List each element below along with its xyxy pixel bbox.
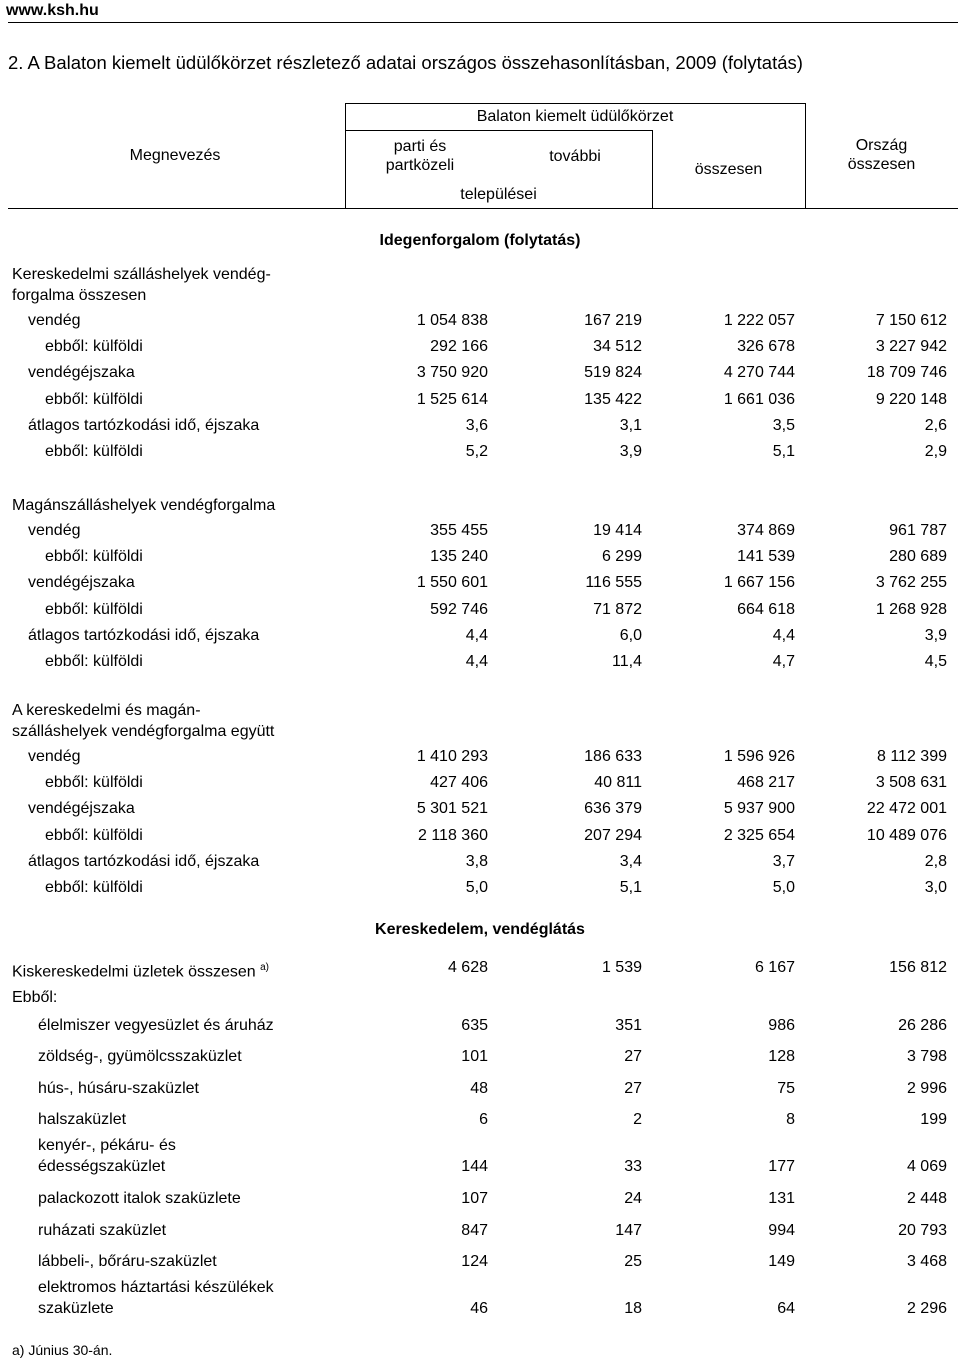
row-label: ebből: külföldi: [45, 826, 143, 844]
row-label: palackozott italok szaküzlete: [38, 1190, 241, 1207]
footnote: a) Június 30-án.: [12, 1342, 113, 1358]
row-label: ebből: külföldi: [45, 548, 143, 566]
table-row: [0, 1188, 960, 1210]
table-row: [0, 651, 960, 673]
cell-tovabbi: 1 539: [601, 959, 642, 976]
cell-parti: 3 750 920: [416, 364, 488, 382]
cell-parti: 46: [470, 1300, 488, 1317]
cell-parti: 1 054 838: [416, 312, 488, 329]
cell-orszag: 4 069: [906, 1158, 947, 1175]
cell-osszesen: 149: [768, 1253, 795, 1270]
site-url[interactable]: www.ksh.hu: [6, 2, 99, 19]
cell-tovabbi: 33: [624, 1158, 642, 1175]
cell-orszag: 2,8: [924, 852, 947, 870]
cell-orszag: 961 787: [889, 522, 947, 539]
cell-tovabbi: 135 422: [584, 390, 642, 408]
table-row: [0, 441, 960, 463]
table-row: [0, 772, 960, 794]
row-label: vendég: [28, 312, 81, 329]
header-parti-1: parti és: [393, 138, 447, 155]
row-label: halszaküzlet: [38, 1111, 127, 1128]
cell-tovabbi: 24: [624, 1190, 642, 1207]
section-idegenforgalom: Idegenforgalom (folytatás): [379, 232, 581, 249]
cell-tovabbi: 3,4: [619, 852, 642, 870]
table-row: [0, 310, 960, 332]
cell-orszag: 280 689: [889, 548, 947, 566]
row-label: vendégéjszaka: [28, 800, 135, 818]
cell-osszesen: 3,7: [772, 852, 795, 870]
table-row: [0, 415, 960, 437]
table-row: [0, 520, 960, 542]
row-label: Kiskereskedelmi üzletek összesen $^{a)}$: [12, 962, 270, 981]
cell-osszesen: 326 678: [737, 338, 795, 356]
cell-parti: 3,6: [465, 416, 488, 434]
cell-parti: 101: [461, 1048, 488, 1065]
cell-parti: 847: [461, 1222, 488, 1239]
cell-osszesen: 374 869: [737, 522, 795, 539]
cell-parti: 5,2: [465, 443, 488, 460]
cell-orszag: 2 996: [906, 1080, 947, 1097]
table-row: [0, 599, 960, 621]
cell-orszag: 10 489 076: [866, 826, 947, 844]
cell-osszesen: 664 618: [737, 600, 795, 618]
cell-tovabbi: 6 299: [601, 548, 642, 566]
row-label-line-1: kenyér-, pékáru- és: [38, 1137, 176, 1154]
cell-parti: 427 406: [430, 774, 488, 792]
row-label: ruházati szaküzlet: [38, 1222, 167, 1239]
cell-osszesen: 4,4: [772, 626, 795, 644]
cell-osszesen: 3,5: [772, 416, 795, 434]
cell-orszag: 3 468: [906, 1253, 947, 1270]
cell-tovabbi: 27: [624, 1048, 642, 1065]
cell-tovabbi: 147: [615, 1222, 642, 1239]
cell-orszag: 199: [920, 1111, 947, 1128]
cell-osszesen: 1 661 036: [723, 390, 795, 408]
table-row: [0, 825, 960, 847]
cell-parti: 292 166: [430, 338, 488, 356]
cell-tovabbi: 636 379: [584, 800, 642, 818]
header-tovabbi: további: [549, 148, 601, 165]
cell-orszag: 2 296: [906, 1300, 947, 1317]
cell-osszesen: 4,7: [772, 653, 795, 670]
cell-osszesen: 6 167: [754, 959, 795, 976]
cell-tovabbi: 186 633: [584, 748, 642, 765]
header-megnevezes: Megnevezés: [129, 147, 221, 164]
cell-parti: 4,4: [465, 626, 488, 644]
cell-parti: 6: [479, 1111, 488, 1128]
table-row: [0, 1078, 960, 1100]
cell-tovabbi: 116 555: [585, 574, 642, 592]
table-row: [0, 1279, 960, 1320]
cell-tovabbi: 11,4: [612, 653, 642, 670]
cell-osszesen: 1 667 156: [723, 574, 795, 592]
cell-tovabbi: 3,1: [619, 416, 642, 434]
section-kereskedelem: Kereskedelem, vendéglátás: [375, 921, 585, 938]
header-rule-top: [345, 103, 805, 104]
row-label: ebből: külföldi: [45, 653, 143, 670]
cell-orszag: 22 472 001: [866, 800, 947, 818]
row-label: lábbeli-, bőráru-szaküzlet: [38, 1253, 217, 1270]
cell-orszag: 1 268 928: [875, 600, 947, 618]
cell-osszesen: 75: [777, 1080, 795, 1097]
group-label-1a: Kereskedelmi szálláshelyek vendég-: [12, 266, 271, 283]
row-label: vendég: [28, 522, 81, 539]
cell-orszag: 18 709 746: [866, 364, 947, 382]
header-orszag-1: Ország: [855, 137, 908, 154]
row-label: zöldség-, gyümölcsszaküzlet: [38, 1048, 242, 1065]
cell-osszesen: 5 937 900: [723, 800, 795, 818]
header-balaton: Balaton kiemelt üdülőkörzet: [476, 108, 674, 125]
cell-osszesen: 994: [768, 1222, 795, 1239]
cell-orszag: 20 793: [898, 1222, 947, 1239]
cell-orszag: 8 112 399: [877, 748, 947, 765]
row-label: ebből: külföldi: [45, 600, 143, 618]
cell-tovabbi: 18: [624, 1300, 642, 1317]
cell-orszag: 3 508 631: [875, 774, 947, 792]
cell-parti: 107: [461, 1190, 488, 1207]
cell-orszag: 2,6: [924, 416, 947, 434]
group-label-1b: forgalma összesen: [12, 287, 147, 304]
table-row: [0, 362, 960, 384]
cell-tovabbi: 71 872: [593, 600, 642, 618]
cell-osszesen: 2 325 654: [723, 826, 795, 844]
cell-parti: 2 118 360: [418, 826, 488, 844]
table-title: 2. A Balaton kiemelt üdülőkörzet részletező adatai országos összehasonlításban, 2009 (folytatás): [8, 52, 803, 73]
cell-orszag: 26 286: [898, 1017, 947, 1034]
row-label: élelmiszer vegyesüzlet és áruház: [38, 1017, 274, 1034]
footnote-marker: a): [260, 962, 270, 973]
cell-parti: 4 628: [447, 959, 488, 976]
group-label-3b: szálláshelyek vendégforgalma együtt: [12, 723, 275, 740]
row-label: átlagos tartózkodási idő, éjszaka: [28, 416, 260, 434]
cell-tovabbi: 34 512: [593, 338, 642, 356]
group-label-3a: A kereskedelmi és magán-: [12, 702, 201, 719]
cell-orszag: 156 812: [889, 959, 947, 976]
header-orszag-2: összesen: [847, 156, 916, 173]
cell-parti: 592 746: [430, 600, 488, 618]
table-row: [0, 336, 960, 358]
cell-tovabbi: 207 294: [584, 826, 642, 844]
row-label: ebből: külföldi: [45, 443, 143, 460]
row-label: vendégéjszaka: [28, 574, 135, 592]
cell-parti: 635: [461, 1017, 488, 1034]
header-osszesen: összesen: [694, 161, 763, 178]
table-row: [0, 1046, 960, 1068]
cell-osszesen: 1 596 926: [723, 748, 795, 765]
row-label-line-1: elektromos háztartási készülékek: [38, 1279, 274, 1296]
cell-tovabbi: 167 219: [584, 312, 642, 329]
cell-osszesen: 1 222 057: [723, 312, 795, 329]
cell-orszag: 3 762 255: [875, 574, 947, 592]
row-label-line-2: szaküzlete: [38, 1300, 114, 1317]
table-row: [0, 625, 960, 647]
header-telepulesei: települései: [460, 186, 537, 203]
table-row: [0, 1220, 960, 1242]
cell-osszesen: 4 270 744: [723, 364, 795, 382]
cell-tovabbi: 3,9: [619, 443, 642, 460]
cell-osszesen: 986: [768, 1017, 795, 1034]
cell-parti: 3,8: [465, 852, 488, 870]
cell-orszag: 3,9: [924, 626, 947, 644]
table-row: [0, 389, 960, 411]
row-label: átlagos tartózkodási idő, éjszaka: [28, 852, 260, 870]
cell-orszag: 7 150 612: [875, 312, 947, 329]
row-label: ebből: külföldi: [45, 774, 143, 792]
row-label: vendég: [28, 748, 81, 765]
cell-parti: 135 240: [430, 548, 488, 566]
table-row: [0, 877, 960, 899]
row-label-line-2: édességszaküzlet: [38, 1158, 166, 1175]
cell-osszesen: 177: [768, 1158, 795, 1175]
cell-parti: 1 550 601: [416, 574, 488, 592]
table-row: [0, 851, 960, 873]
header-parti-2: partközeli: [385, 157, 455, 174]
cell-orszag: 2,9: [924, 443, 947, 460]
table-row: [0, 746, 960, 768]
cell-tovabbi: 519 824: [584, 364, 642, 382]
cell-tovabbi: 40 811: [594, 774, 642, 792]
row-label: átlagos tartózkodási idő, éjszaka: [28, 626, 260, 644]
cell-parti: 48: [470, 1080, 488, 1097]
group-label-2: Magánszálláshelyek vendégforgalma: [12, 497, 276, 514]
row-label: vendégéjszaka: [28, 364, 135, 382]
table-row: [0, 572, 960, 594]
cell-osszesen: 468 217: [737, 774, 795, 792]
cell-osszesen: 128: [768, 1048, 795, 1065]
header-rule-mid: [345, 130, 652, 131]
cell-osszesen: 5,0: [772, 879, 795, 896]
cell-orszag: 9 220 148: [875, 390, 947, 408]
cell-tovabbi: 19 414: [593, 522, 642, 539]
cell-orszag: 3 227 942: [875, 338, 947, 356]
row-kiskereskedelmi-total: [0, 957, 960, 979]
cell-orszag: 3,0: [924, 879, 947, 896]
header-rule-bottom: [8, 208, 958, 209]
cell-tovabbi: 25: [624, 1253, 642, 1270]
cell-tovabbi: 2: [633, 1111, 642, 1128]
cell-parti: 144: [461, 1158, 488, 1175]
row-label: ebből: külföldi: [45, 390, 143, 408]
cell-parti: 124: [461, 1253, 488, 1270]
cell-osszesen: 64: [777, 1300, 795, 1317]
cell-tovabbi: 6,0: [619, 626, 642, 644]
cell-tovabbi: 5,1: [619, 879, 642, 896]
cell-osszesen: 141 539: [737, 548, 795, 566]
row-label: hús-, húsáru-szaküzlet: [38, 1080, 199, 1097]
cell-osszesen: 131: [768, 1190, 795, 1207]
table-row: [0, 1251, 960, 1273]
cell-parti: 5,0: [465, 879, 488, 896]
top-rule: [8, 22, 958, 23]
cell-osszesen: 5,1: [772, 443, 795, 460]
cell-orszag: 2 448: [906, 1190, 947, 1207]
table-row: [0, 546, 960, 568]
table-row: [0, 1137, 960, 1178]
table-row: [0, 798, 960, 820]
cell-tovabbi: 27: [624, 1080, 642, 1097]
cell-parti: 1 525 614: [416, 390, 488, 408]
cell-parti: 5 301 521: [416, 800, 488, 818]
table-row: [0, 1015, 960, 1037]
cell-orszag: 3 798: [906, 1048, 947, 1065]
table-row: [0, 1109, 960, 1131]
row-label: ebből: külföldi: [45, 338, 143, 356]
row-label: ebből: külföldi: [45, 879, 143, 896]
ebbol-label: Ebből:: [12, 989, 58, 1006]
cell-osszesen: 8: [786, 1111, 795, 1128]
cell-parti: 1 410 293: [416, 748, 488, 765]
cell-tovabbi: 351: [615, 1017, 642, 1034]
cell-parti: 355 455: [430, 522, 488, 539]
cell-orszag: 4,5: [924, 653, 947, 670]
cell-parti: 4,4: [465, 653, 488, 670]
